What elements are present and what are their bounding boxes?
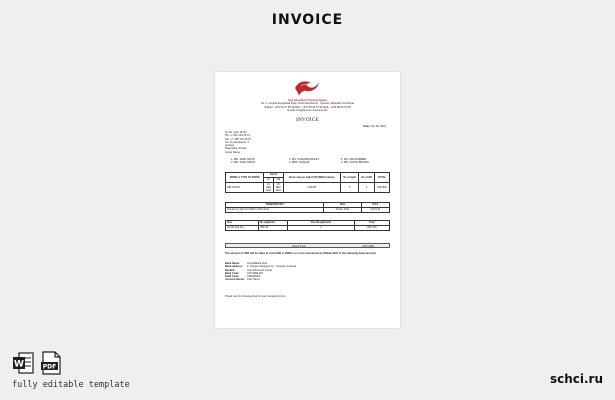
table-subheader: out — [273, 177, 283, 182]
bank-value: AAT 9999 AM — [247, 271, 263, 275]
table-header: No. applicant — [258, 221, 288, 226]
date-part: 26 — [277, 182, 280, 186]
table-header: No of ON — [359, 173, 375, 183]
company-name: Arat Adventure Travel Company — [287, 99, 328, 102]
bank-key: Bank Name: — [225, 262, 240, 265]
table-header: TRANSFER SET — [226, 203, 324, 208]
table-cell: 20 Dec 2021 — [324, 207, 361, 212]
visa-table — [225, 220, 390, 231]
client-line: Fax: +7 495 123 45 67 — [225, 137, 252, 141]
word-icon[interactable] — [12, 351, 34, 375]
bank-key: Bank Code: — [225, 271, 240, 275]
table-header: TOTAL — [375, 173, 390, 183]
guest-name: 1. MR. JANE SMITH — [231, 158, 255, 161]
guest-name: 2. MR. JOHN SMITH — [231, 161, 256, 165]
table-cell: USD 120 — [354, 225, 390, 230]
grand-total-bar — [225, 243, 390, 248]
date-part: 2021 — [265, 188, 272, 192]
table-cell: Transfer by Van from EVN to Dzor hotel — [226, 207, 324, 212]
client-line: Tel: +7 910 123 45 67 — [225, 134, 251, 138]
table-row — [226, 182, 390, 193]
bank-key: Benefic.: — [225, 268, 236, 272]
table-header: Visa all applicants — [288, 221, 354, 226]
bank-value: Arat Adventure Travel — [247, 268, 272, 272]
grand-total-label: Grand Total — [292, 244, 306, 248]
table-cell: Arrival Visa Fee — [226, 225, 259, 230]
client-block — [225, 131, 251, 154]
table-cell: USD 800 — [375, 182, 390, 193]
date-part: 2021 — [275, 188, 282, 192]
bank-key: Bank address: — [225, 265, 243, 269]
table-cell: 5 — [340, 182, 358, 193]
bank-details — [225, 262, 296, 282]
client-line: Group Name: — [225, 150, 241, 154]
table-cell: DBL ROOM — [226, 182, 264, 193]
guest-name: 4. MRS. NATALIE — [289, 161, 310, 165]
site-watermark[interactable]: schci.ru — [549, 372, 603, 386]
table-cell: USD 80 — [283, 182, 340, 193]
bank-value: Arat Travel — [247, 278, 260, 282]
pdf-icon[interactable] — [40, 351, 62, 375]
bank-value: ARMIAM22 — [247, 275, 261, 279]
invoice-sheet — [215, 72, 400, 328]
bank-row — [225, 278, 296, 281]
table-header: Date — [324, 203, 361, 208]
invoice-date — [363, 125, 386, 128]
guest-name: 6. MR. CAROL BROWN — [341, 161, 369, 165]
table-header: Total — [354, 221, 390, 226]
bank-key: Swift Code: — [225, 275, 240, 279]
date-part: DEC — [266, 185, 272, 189]
table-cell: USD 30 — [258, 225, 288, 230]
company-web: E-mail: info@arat.am www.arat.am — [287, 108, 328, 112]
table-cell — [264, 182, 274, 193]
table-cell: 4 — [288, 225, 354, 230]
format-icons — [12, 351, 62, 375]
transfer-table — [225, 202, 390, 213]
table-cell: 2 — [359, 182, 375, 193]
client-line: No. of participants: 4 — [225, 140, 249, 144]
client-line: persons — [225, 144, 235, 148]
page-title: INVOICE — [271, 12, 344, 28]
bank-value: 2, Vazgen Sargsyan str., Yerevan, Armenia — [247, 265, 297, 269]
rooms-table — [225, 172, 390, 193]
guest-name: 5. MS. ANN DOBBER — [341, 158, 367, 161]
table-row — [226, 225, 390, 230]
thank-you-note: Thank you for choosing Arat for your traveling in Arm. — [225, 295, 287, 298]
date-part: 21 — [267, 182, 270, 186]
date-label: Date: — [363, 125, 370, 128]
word-letter: W — [14, 359, 24, 370]
client-line: To: Mr. John Smith — [225, 131, 247, 134]
company-logo-icon — [291, 78, 321, 98]
date-part: DEC — [275, 185, 281, 189]
date-value: Nov 20, 2021 — [370, 125, 386, 128]
grand-total-value: USD 1060 — [362, 244, 374, 248]
bank-key: Account Owner: — [225, 278, 246, 282]
table-cell — [273, 182, 283, 193]
table-row — [226, 207, 390, 212]
invoice-title: INVOICE — [296, 118, 319, 123]
bank-value: AmeriaBank cbsc — [247, 262, 268, 265]
table-header: ROOM or TYPE OF ROOM — [226, 173, 264, 183]
table-subheader: in — [264, 177, 274, 182]
company-contacts: Tel/Fax: +374 60 27 56 54 Mob.: +374 55 60 07 90 Mob.: +374 99 60 07 90 — [264, 105, 351, 109]
table-cell: USD 140 — [361, 207, 389, 212]
table-header: Room rate per night USD (B/B) Inclusive — [283, 173, 340, 183]
pdf-label: PDF — [42, 363, 57, 371]
editable-template-caption: fully editable template — [12, 380, 130, 390]
table-header: Check — [264, 173, 284, 178]
client-line: Nationality: Russia — [225, 147, 247, 151]
company-address: No. 1, Central Alysgesbal Town, North Mumbal St., Yerevan, Republic of Armenia — [261, 102, 354, 106]
guest-name: 3. MS. KATE BROWNLEY — [289, 158, 320, 161]
bank-note: The amount of USD will be taken in cash/USD or BRB to us to be transferred by Wiltaw 2021 to the following bank account: — [225, 252, 377, 255]
table-header: No of night — [340, 173, 358, 183]
company-block — [245, 99, 370, 112]
table-header: Price — [361, 203, 389, 208]
table-header: Visa — [226, 221, 259, 226]
